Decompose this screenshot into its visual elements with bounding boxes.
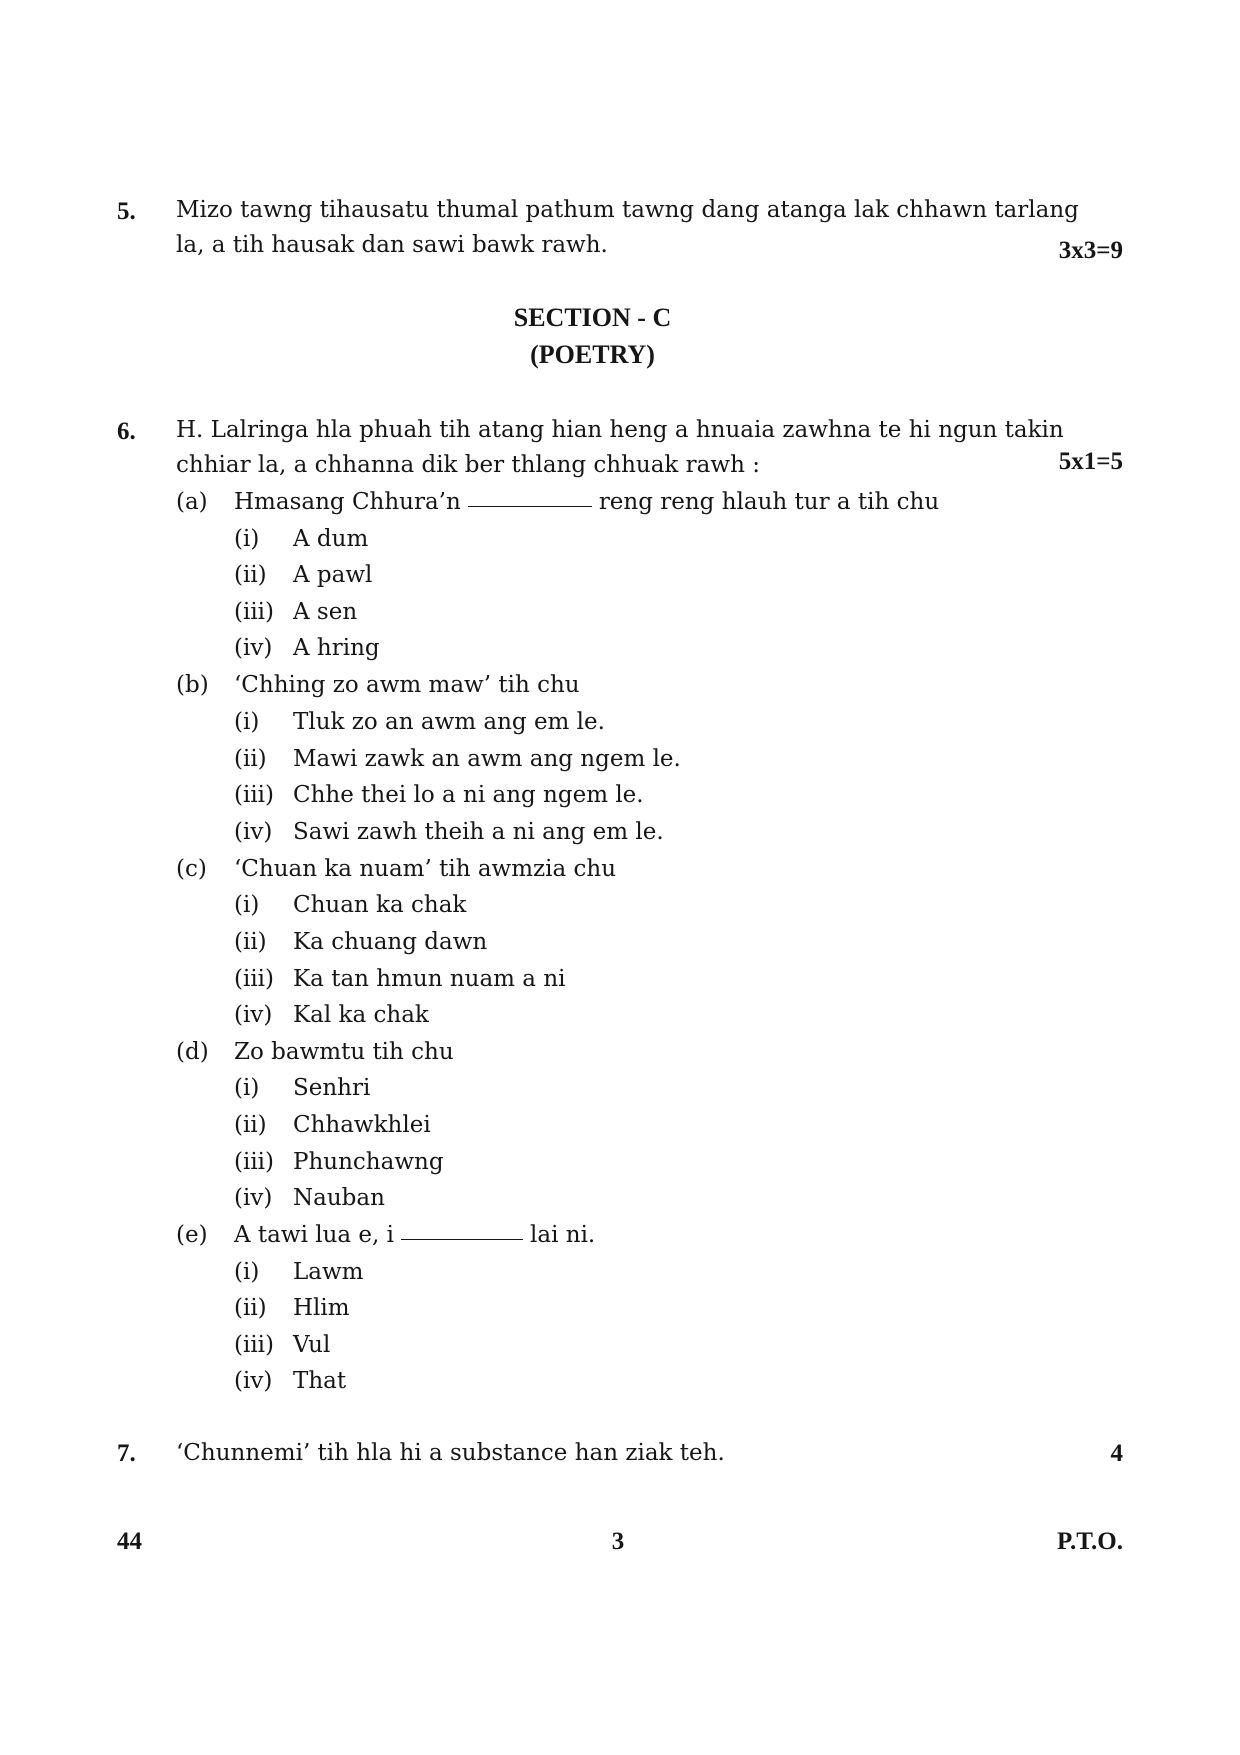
option-text: Kal ka chak xyxy=(293,1002,429,1028)
page-number: 3 xyxy=(611,1528,625,1555)
option-text: Ka tan hmun nuam a ni xyxy=(293,966,566,992)
question-7-number: 7. xyxy=(117,1440,136,1467)
question-5-marks: 3x3=9 xyxy=(1058,237,1123,264)
part-a-label: (a) xyxy=(176,489,208,515)
question-5-text-line-1: Mizo tawng tihausatu thumal pathum tawng dang atanga lak chhawn tarlang xyxy=(176,197,1079,223)
option-text: A pawl xyxy=(293,562,373,588)
option-roman: (iii) xyxy=(234,599,275,625)
part-a-question xyxy=(234,489,939,515)
option-text: Nauban xyxy=(293,1185,385,1211)
option-text: A dum xyxy=(293,526,369,552)
option-text: Chuan ka chak xyxy=(293,892,467,918)
question-6-number: 6. xyxy=(117,418,136,445)
question-6-text-line-2: chhiar la, a chhanna dik ber thlang chhuak rawh : xyxy=(176,452,760,478)
please-turn-over: P.T.O. xyxy=(1057,1528,1123,1555)
option-text: Phunchawng xyxy=(293,1149,444,1175)
option-roman: (iii) xyxy=(234,1149,275,1175)
part-a-question-end: reng reng hlauh tur a tih chu xyxy=(598,489,940,515)
option-text: Hlim xyxy=(293,1295,350,1321)
part-e-question-end: lai ni. xyxy=(530,1222,596,1248)
option-text: Vul xyxy=(293,1332,331,1358)
question-6-text-line-1: H. Lalringa hla phuah tih atang hian heng a hnuaia zawhna te hi ngun takin xyxy=(176,417,1064,443)
option-text: Mawi zawk an awm ang ngem le. xyxy=(293,746,681,772)
option-roman: (iv) xyxy=(234,819,273,845)
part-e-label: (e) xyxy=(176,1222,208,1248)
part-b-label: (b) xyxy=(176,672,209,698)
option-roman: (iv) xyxy=(234,1185,273,1211)
option-roman: (iv) xyxy=(234,1368,273,1394)
option-roman: (ii) xyxy=(234,1112,267,1138)
section-title: SECTION - C xyxy=(513,303,672,332)
option-roman: (ii) xyxy=(234,746,267,772)
option-roman: (iv) xyxy=(234,635,273,661)
option-roman: (i) xyxy=(234,526,260,552)
option-roman: (iii) xyxy=(234,966,275,992)
part-e-blank xyxy=(401,1238,523,1240)
option-text: A hring xyxy=(293,635,380,661)
part-c-question: ‘Chuan ka nuam’ tih awmzia chu xyxy=(234,856,617,882)
option-roman: (i) xyxy=(234,709,260,735)
option-roman: (iv) xyxy=(234,1002,273,1028)
part-a-blank xyxy=(468,505,592,507)
option-text: Sawi zawh theih a ni ang em le. xyxy=(293,819,664,845)
question-5-number: 5. xyxy=(117,198,136,225)
option-text: Chhawkhlei xyxy=(293,1112,431,1138)
part-e-question xyxy=(234,1222,595,1248)
option-roman: (i) xyxy=(234,892,260,918)
option-text: A sen xyxy=(293,599,358,625)
option-text: Chhe thei lo a ni ang ngem le. xyxy=(293,782,644,808)
question-5-text-line-2: la, a tih hausak dan sawi bawk rawh. xyxy=(176,232,608,258)
question-7-marks: 4 xyxy=(1110,1440,1123,1467)
part-a-question-start: Hmasang Chhura’n xyxy=(234,489,461,515)
part-d-question: Zo bawmtu tih chu xyxy=(234,1039,454,1065)
part-e-question-start: A tawi lua e, i xyxy=(234,1222,395,1248)
option-roman: (i) xyxy=(234,1259,260,1285)
option-roman: (i) xyxy=(234,1075,260,1101)
option-text: That xyxy=(293,1368,347,1394)
option-roman: (iii) xyxy=(234,1332,275,1358)
section-subtitle: (POETRY) xyxy=(530,340,655,369)
option-roman: (ii) xyxy=(234,1295,267,1321)
question-7-text: ‘Chunnemi’ tih hla hi a substance han ziak teh. xyxy=(176,1440,725,1466)
option-text: Tluk zo an awm ang em le. xyxy=(293,709,605,735)
part-b-question: ‘Chhing zo awm maw’ tih chu xyxy=(234,672,580,698)
option-text: Lawm xyxy=(293,1259,364,1285)
option-text: Ka chuang dawn xyxy=(293,929,488,955)
option-text: Senhri xyxy=(293,1075,371,1101)
paper-code: 44 xyxy=(117,1528,142,1555)
question-6-marks: 5x1=5 xyxy=(1058,448,1123,475)
option-roman: (ii) xyxy=(234,562,267,588)
option-roman: (ii) xyxy=(234,929,267,955)
option-roman: (iii) xyxy=(234,782,275,808)
part-d-label: (d) xyxy=(176,1039,209,1065)
part-c-label: (c) xyxy=(176,856,207,882)
